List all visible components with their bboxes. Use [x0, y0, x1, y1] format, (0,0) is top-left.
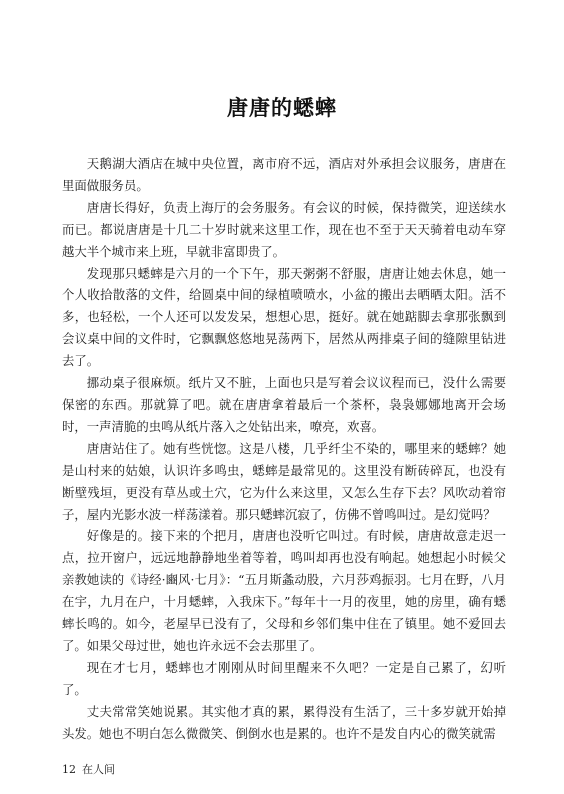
- paragraph: 挪动桌子很麻烦。纸片又不脏，上面也只是写着会议议程而已，没什么需要保密的东西。那就算了吧。就在唐唐拿着最后一个茶杯，袅袅娜娜地离开会场时，一声清脆的虫鸣从纸片落入之处钻出来，嘹亮，欢喜。: [62, 375, 506, 434]
- paragraph: 发现那只蟋蟀是六月的一个下午，那天粥粥不舒服，唐唐让她去休息，她一个人收拾散落的文件，给圆桌中间的绿植喷喷水，小盆的搬出去晒晒太阳。活不多，也轻松，一个人还可以发发呆，想想心思，挺好。就在她踮脚去拿那张飘到会议桌中间的文件时，它飘飘悠悠地晃荡两下，居然从两排桌子间的缝隙里钻进去了。: [62, 265, 506, 369]
- page-footer: [62, 761, 115, 777]
- paragraph: 好像是的。接下来的个把月，唐唐也没听它叫过。有时候，唐唐故意走迟一点，拉开窗户，远远地静静地坐着等着，鸣叫却再也没有响起。她想起小时候父亲教她读的《诗经·豳风·七月》：“五月斯螽动股，六月莎鸡振羽。七月在野，八月在宇，九月在户，十月蟋蟀，入我床下。”每年十一月的夜里，她的房里，确有蟋蟀长鸣的。如今，老屋早已没有了，父母和乡邻们集中住在了镇里。她不爱回去了。如果父母过世，她也许永远不会去那里了。: [62, 528, 506, 653]
- article-title: 唐唐的蟋蟀: [227, 96, 337, 120]
- paragraph: 丈夫常常笑她说累。其实他才真的累，累得没有生活了，三十多岁就开始掉头发。她也不明白怎么微微笑、倒倒水也是累的。也许不是发自内心的微笑就需: [62, 703, 506, 741]
- page-number: 12: [62, 763, 76, 776]
- paragraph: 现在才七月，蟋蟀也才刚刚从时间里醒来不久吧？一定是自己累了，幻听了。: [62, 659, 506, 697]
- paragraph: 唐唐站住了。她有些恍惚。这是八楼，几乎纤尘不染的，哪里来的蟋蟀？她是山村来的姑娘，认识许多鸣虫，蟋蟀是最常见的。这里没有断砖碎瓦，也没有断壁残垣，更没有草丛或土穴，它为什么来这里，又怎么生存下去？风吹动着帘子，屋内光影水波一样荡漾着。那只蟋蟀沉寂了，仿佛不曾鸣叫过。是幻觉吗？: [62, 440, 506, 522]
- book-title: 在人间: [82, 763, 115, 776]
- paragraph: 天鹅湖大酒店在城中央位置，离市府不远，酒店对外承担会议服务，唐唐在里面做服务员。: [62, 156, 506, 193]
- article-body: [62, 153, 506, 744]
- paragraph: 唐唐长得好，负责上海厅的会务服务。有会议的时候，保持微笑，迎送续水而已。都说唐唐是十几二十岁时就来这里工作，现在也不至于天天骑着电动车穿越大半个城市来上班，早就非富即贵了。: [62, 199, 506, 259]
